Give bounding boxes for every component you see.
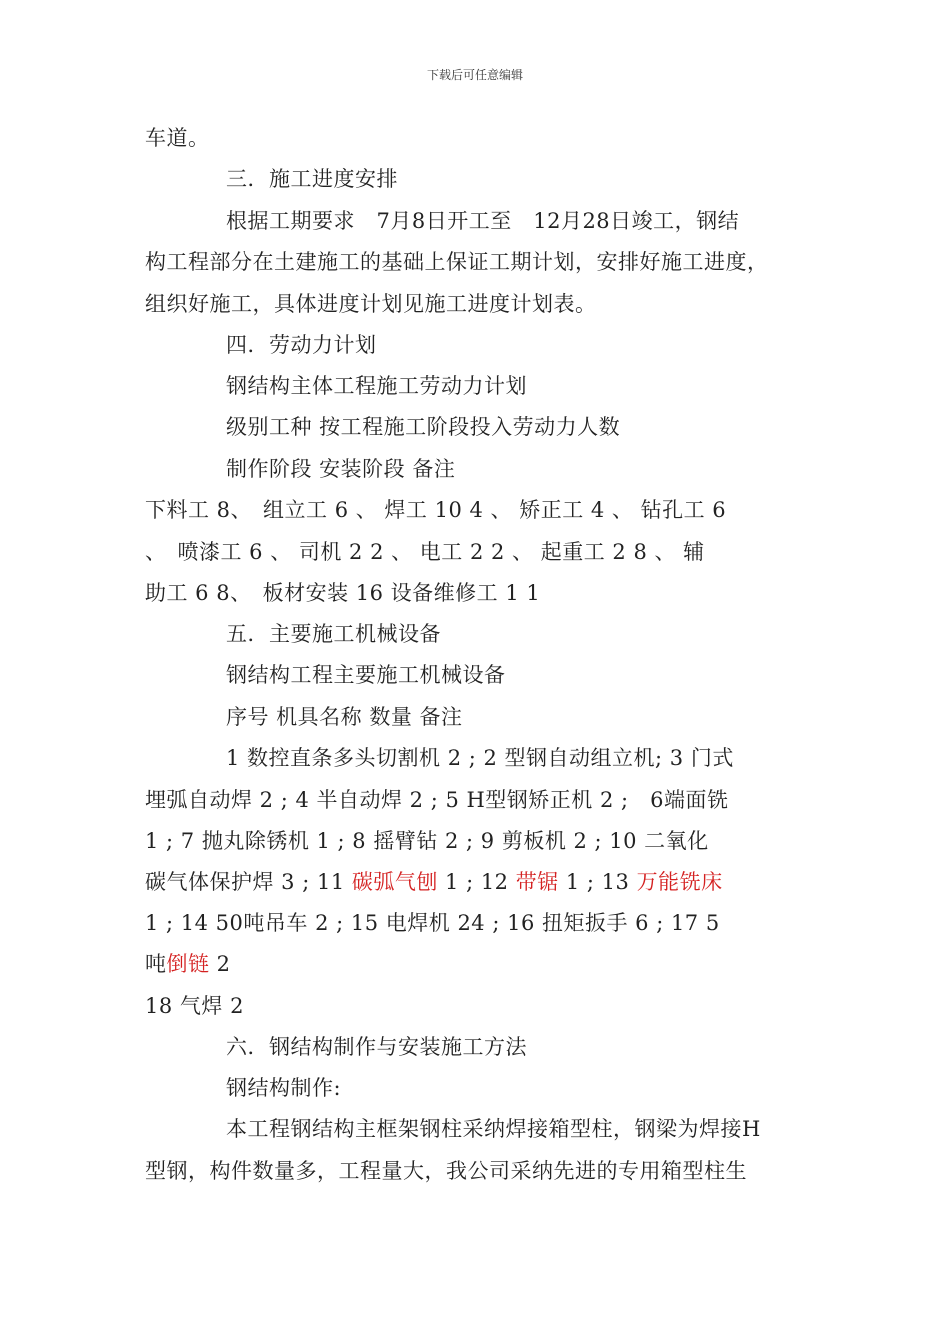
section-heading: 五．主要施工机械设备 [226,622,441,646]
text-line: 根据工期要求 7月8日开工至 12月28日竣工，钢结 [226,209,740,233]
section-heading: 三．施工进度安排 [226,167,398,191]
text-line: 构工程部分在土建施工的基础上保证工期计划，安排好施工进度， [145,250,769,274]
text-line: 1 ; 14 50吨吊车 2 ; 15 电焊机 24 ; 16 扭矩扳手 6 ; 17 5 [145,911,720,935]
page-header: 下载后可任意编辑 [426,68,523,82]
text-line [145,868,723,896]
text-line: 钢结构工程主要施工机械设备 [226,663,506,687]
text-line: 序号 机具名称 数量 备注 [226,705,463,729]
text-line: 18 气焊 2 [145,994,244,1018]
text-segment: 1 ; 13 [558,870,637,894]
section-heading: 四．劳动力计划 [226,333,377,357]
text-line: 埋弧自动焊 2 ; 4 半自动焊 2 ; 5 H型钢矫正机 2 ; 6端面铣 [145,788,729,812]
text-line: 级别工种 按工程施工阶段投入劳动力人数 [226,415,621,439]
text-line: 钢结构主体工程施工劳动力计划 [226,374,527,398]
text-line: 车道。 [145,126,210,150]
highlighted-term: 带锯 [515,870,559,894]
text-segment: 吨 [145,952,167,976]
highlighted-term: 碳弧气刨 [351,870,438,894]
text-line: 钢结构制作: [226,1076,342,1100]
text-line: 型钢，构件数量多，工程量大，我公司采纳先进的专用箱型柱生 [145,1159,747,1183]
highlighted-term: 万能铣床 [636,870,723,894]
text-line: 本工程钢结构主框架钢柱采纳焊接箱型柱，钢梁为焊接H [226,1117,761,1141]
text-segment: 2 [209,952,231,976]
text-line [145,950,231,978]
section-heading: 六．钢结构制作与安装施工方法 [226,1035,527,1059]
text-line: 、 喷漆工 6 、 司机 2 2 、 电工 2 2 、 起重工 2 8 、 辅 [145,540,705,564]
text-line: 助工 6 8、 板材安装 16 设备维修工 1 1 [145,581,541,605]
highlighted-term: 倒链 [166,952,210,976]
text-line: 组织好施工，具体进度计划见施工进度计划表。 [145,292,597,316]
text-line: 下料工 8、 组立工 6 、 焊工 10 4 、 矫正工 4 、 钻孔工 6 [145,498,727,522]
text-line: 1 数控直条多头切割机 2 ; 2 型钢自动组立机; 3 门式 [226,746,734,770]
text-line: 制作阶段 安装阶段 备注 [226,457,456,481]
text-segment: 碳气体保护焊 3 ; 11 [145,870,352,894]
text-segment: 1 ; 12 [437,870,516,894]
text-line: 1 ; 7 抛丸除锈机 1 ; 8 摇臂钻 2 ; 9 剪板机 2 ; 10 二氧化 [145,829,709,853]
